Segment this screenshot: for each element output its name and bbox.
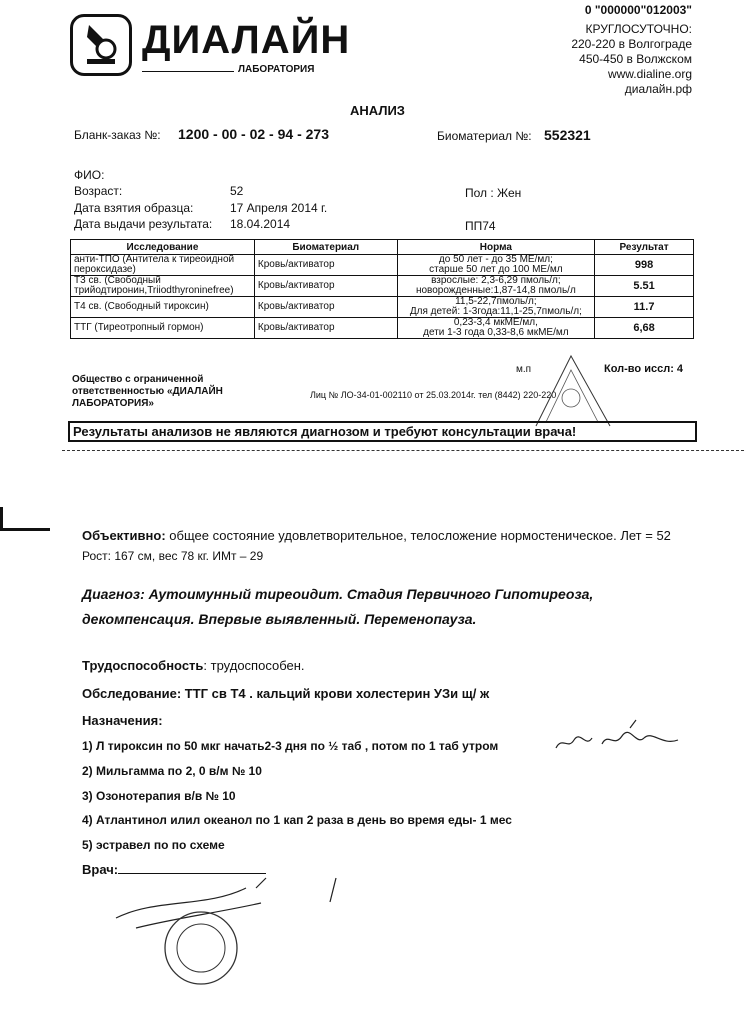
diagnosis-line: декомпенсация. Впервые выявленный. Переменопауза.	[82, 611, 477, 627]
logo-wordmark: ДИАЛАЙН	[142, 18, 351, 62]
column-header: Биоматериал	[254, 240, 397, 255]
test-name: анти-ТПО (Антитела к тиреоидной пероксидазе)	[71, 255, 255, 276]
height-weight-line: Рост: 167 см, вес 78 кг. ИМт – 29	[82, 549, 264, 563]
objective-text: общее состояние удовлетворительное, телосложение нормостеническое. Лет = 52	[165, 528, 671, 543]
contact-line: www.dialine.org	[607, 67, 692, 81]
test-name: Т4 св. (Свободный тироксин)	[71, 297, 255, 318]
norm-line: Для детей: 1-3года:11,1-25,7пмоль/л;	[409, 306, 582, 317]
test-result: 11.7	[595, 297, 694, 318]
contact-line: 220-220 в Волгограде	[571, 37, 692, 51]
test-norm	[397, 255, 595, 276]
organization-name: Общество с ограниченной ответственностью «ДИАЛАЙН ЛАБОРАТОРИЯ»	[72, 374, 223, 409]
norm-line: новорожденные:1,87-14,8 пмоль/л	[415, 285, 576, 296]
doctor-label: Врач:	[82, 862, 119, 877]
table-row	[71, 276, 694, 297]
age-label: Возраст:	[74, 184, 123, 198]
test-biomaterial: Кровь/активатор	[254, 276, 397, 297]
table-row	[71, 297, 694, 318]
table-row	[71, 318, 694, 339]
objective-label: Объективно:	[82, 528, 166, 543]
test-norm	[397, 318, 595, 339]
test-result: 5.51	[595, 276, 694, 297]
prescription-item: 2) Мильгамма по 2, 0 в/м № 10	[82, 764, 262, 778]
doctor-signature	[96, 858, 356, 998]
prescription-item: 1) Л тироксин по 50 мкг начать2-3 дня по ½ таб , потом по 1 таб утром	[82, 739, 499, 753]
barcode-number: 0 "000000"012003"	[584, 3, 692, 17]
logo-subtitle: ЛАБОРАТОРИЯ	[238, 64, 315, 75]
contact-line: 450-450 в Волжском	[579, 52, 692, 66]
license-line: Лиц № ЛО-34-01-002110 от 25.03.2014г. тел (8442) 220-220	[310, 390, 557, 400]
norm-line: старше 50 лет до 100 МЕ/мл	[429, 264, 563, 275]
contact-line: КРУГЛОСУТОЧНО:	[585, 22, 692, 36]
norm-line: до 50 лет - до 35 МЕ/мл;	[438, 254, 553, 265]
objective-line	[82, 528, 722, 543]
site-code: ПП74	[465, 219, 496, 233]
fio-label: ФИО:	[74, 168, 105, 182]
issue-date-label: Дата выдачи результата:	[74, 217, 213, 231]
column-header: Исследование	[71, 240, 255, 255]
cut-line	[62, 450, 744, 451]
norm-line: 0,23-3,4 мкМЕ/мл,	[453, 317, 538, 328]
test-biomaterial: Кровь/активатор	[254, 255, 397, 276]
stamp-place-label: м.п	[516, 364, 532, 375]
work-capacity-label: Трудоспособность	[82, 658, 204, 673]
doc-title: АНАЛИЗ	[350, 103, 405, 118]
diagnosis-line: Диагноз: Аутоимунный тиреоидит. Стадия Первичного Гипотиреоза,	[82, 586, 594, 602]
prescription-item: 4) Атлантинол илил океанол по 1 кап 2 раза в день во время еды- 1 мес	[82, 813, 512, 827]
test-norm	[397, 297, 595, 318]
table-row	[71, 255, 694, 276]
test-name: Т3 св. (Свободный трийодтиронин,Triiodthyroninefree)	[71, 276, 255, 297]
handwritten-note	[552, 718, 692, 758]
test-biomaterial: Кровь/активатор	[254, 318, 397, 339]
norm-line: 11,5-22,7пмоль/л;	[455, 296, 537, 307]
table-header-row	[71, 240, 694, 255]
biomaterial-label: Биоматериал №:	[437, 129, 532, 143]
prescriptions-label: Назначения:	[82, 713, 163, 728]
disclaimer-banner: Результаты анализов не являются диагнозом и требуют консультации врача!	[68, 421, 697, 442]
logo-divider	[142, 71, 234, 72]
sample-date-label: Дата взятия образца:	[74, 201, 194, 215]
issue-date-value: 18.04.2014	[230, 217, 291, 231]
norm-line: взрослые: 2,3-6,29 пмоль/л;	[431, 275, 561, 286]
work-capacity-line	[82, 658, 305, 673]
order-number: 1200 - 00 - 02 - 94 - 273	[178, 126, 329, 142]
edge-mark	[0, 528, 50, 531]
logo-icon	[70, 14, 132, 76]
work-capacity-text: : трудоспособен.	[203, 658, 305, 673]
sex-value: Пол : Жен	[465, 186, 522, 200]
test-result: 998	[595, 255, 694, 276]
test-name: ТТГ (Тиреотропный гормон)	[71, 318, 255, 339]
age-value: 52	[230, 184, 244, 198]
contact-line: диалайн.рф	[624, 82, 692, 96]
test-biomaterial: Кровь/активатор	[254, 297, 397, 318]
test-result: 6,68	[595, 318, 694, 339]
column-header: Норма	[397, 240, 595, 255]
lab-stamp	[526, 352, 616, 432]
column-header: Результат	[595, 240, 694, 255]
biomaterial-number: 552321	[544, 127, 591, 143]
results-table	[70, 239, 694, 339]
prescription-item: 3) Озонотерапия в/в № 10	[82, 789, 236, 803]
prescription-item: 5) эстравел по по схеме	[82, 838, 225, 852]
norm-line: дети 1-3 года 0,33-8,6 мкМЕ/мл	[423, 327, 569, 338]
examination-line: Обследование: ТТГ св Т4 . кальций крови холестерин УЗи щ/ ж	[82, 686, 490, 701]
tests-count: Кол-во иссл: 4	[604, 363, 684, 375]
order-label: Бланк-заказ №:	[74, 128, 161, 142]
sample-date-value: 17 Апреля 2014 г.	[230, 201, 328, 215]
test-norm	[397, 276, 595, 297]
contacts-block	[571, 3, 692, 97]
